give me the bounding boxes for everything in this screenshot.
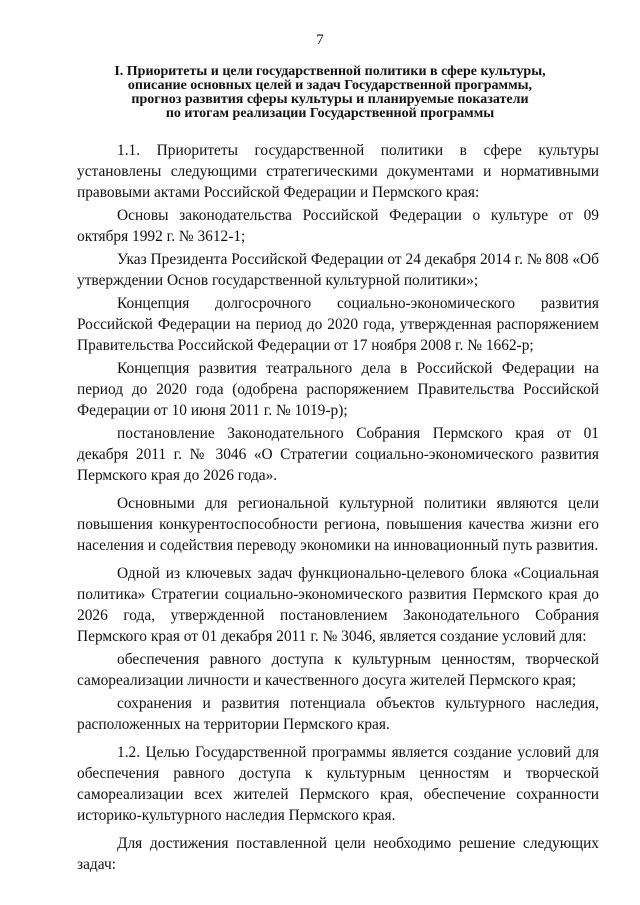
- paragraph-key-tasks: Одной из ключевых задач функционально-целевого блока «Социальная политика» Стратегии социально-экономического развития Пермского края до 2026 года, утвержденной постановлением Законодательного Собрания Пермского края от 01 декабря 2011 г. № 3046, является создание условий для:: [77, 565, 599, 645]
- paragraph-regional-goals: Основными для региональной культурной политики являются цели повышения конкурентоспособности региона, повышения качества жизни его населения и содействия переводу экономики на инновационный путь развития.: [77, 495, 599, 554]
- paragraph-theatre-concept: Концепция развития театрального дела в Российской Федерации на период до 2020 года (одобрена распоряжением Правительства Российской Федерации от 10 июня 2011 г. № 1019-р);: [77, 360, 599, 419]
- section-heading: [70, 65, 590, 121]
- paragraph-program-goal: 1.2. Целью Государственной программы является создание условий для обеспечения равного доступа к культурным ценностям и творческой самореализации всех жителей Пермского края, обеспечение сохранности историко-культурного наследия Пермского края.: [77, 744, 599, 824]
- heading-line: прогноз развития сферы культуры и планируемые показатели: [131, 92, 529, 107]
- heading-line: описание основных целей и задач Государственной программы,: [127, 78, 533, 93]
- paragraph-culture-law: Основы законодательства Российской Федерации о культуре от 09 октября 1992 г. № 3612-1;: [77, 207, 599, 245]
- page-number: 7: [316, 32, 324, 48]
- paragraph-priorities: 1.1. Приоритеты государственной политики в сфере культуры установлены следующими стратегическими документами и нормативными правовыми актами Российской Федерации и Пермского края:: [77, 142, 599, 201]
- paragraph-heritage: сохранения и развития потенциала объектов культурного наследия, расположенных на территории Пермского края.: [77, 695, 599, 733]
- paragraph-tasks-intro: Для достижения поставленной цели необходимо решение следующих задач:: [77, 835, 599, 873]
- paragraph-assembly-resolution: постановление Законодательного Собрания Пермского края от 01 декабря 2011 г. № 3046 «О Стратегии социально-экономического развития Пермского края до 2026 года».: [77, 425, 599, 484]
- paragraph-development-concept: Концепция долгосрочного социально-экономического развития Российской Федерации на период до 2020 года, утвержденная распоряжением Правительства Российской Федерации от 17 ноября 2008 г. № 1662-р;: [77, 295, 599, 354]
- heading-line: I. Приоритеты и цели государственной политики в сфере культуры,: [114, 64, 546, 79]
- heading-line: по итогам реализации Государственной программы: [165, 106, 495, 121]
- paragraph-presidential-decree: Указ Президента Российской Федерации от 24 декабря 2014 г. № 808 «Об утверждении Основ государственной культурной политики»;: [77, 251, 599, 289]
- paragraph-equal-access: обеспечения равного доступа к культурным ценностям, творческой самореализации личности и качественного досуга жителей Пермского края;: [77, 651, 599, 689]
- body-text: [77, 140, 599, 877]
